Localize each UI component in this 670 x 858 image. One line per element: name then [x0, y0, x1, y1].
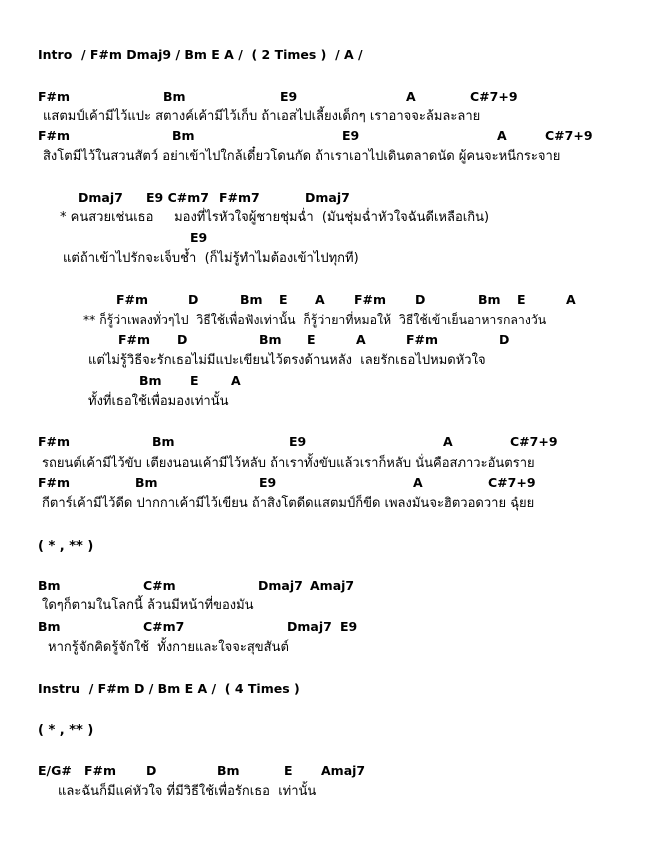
chord: A [497, 128, 507, 143]
chord: Amaj7 [321, 763, 366, 778]
chord: Bm [38, 578, 61, 593]
chord: A [406, 89, 416, 104]
repeat-marker: ( * , ** ) [38, 539, 94, 554]
chord: F#m7 [219, 190, 260, 205]
lyric-line: หากรู้จักคิดรู้จักใช้ ทั้งกายและใจจะสุขสันต์ [48, 640, 289, 655]
chord: A [443, 434, 453, 449]
chord: Amaj7 [310, 578, 355, 593]
chord: D [177, 332, 188, 347]
chord: E9 [280, 89, 298, 104]
chord: Bm [240, 292, 263, 307]
chord: Bm [135, 475, 158, 490]
chord: E9 [342, 128, 360, 143]
chord: F#m [116, 292, 149, 307]
chord: A [356, 332, 366, 347]
lyric-line: * คนสวยเช่นเธอ มองที่ไรหัวใจผู้ชายชุ่มฉ่ำ (มันชุ่มฉ่ำหัวใจฉันดีเหลือเกิน) [60, 210, 490, 225]
chord: D [415, 292, 426, 307]
chord: F#m [118, 332, 151, 347]
chord: A [315, 292, 325, 307]
chord: A [566, 292, 576, 307]
chord: D [499, 332, 510, 347]
chord: A [231, 373, 241, 388]
chord: Dmaj7 [305, 190, 350, 205]
lyric-line: แต่ไม่รู้วิธีจะรักเธอไม่มีแปะเขียนไว้ตรงด้านหลัง เลยรักเธอไปหมดหัวใจ [88, 353, 486, 368]
chord: E9 C#m7 [146, 190, 209, 205]
chord: F#m [38, 475, 71, 490]
chord: C#7+9 [488, 475, 536, 490]
chord: F#m [84, 763, 117, 778]
chord: Dmaj7 [287, 619, 332, 634]
chord: Bm [172, 128, 195, 143]
chord: Bm [152, 434, 175, 449]
instrumental-line: Instru / F#m D / Bm E A / ( 4 Times ) [38, 681, 300, 696]
chord: Bm [139, 373, 162, 388]
lyric-line: แสตมป์เค้ามีไว้แปะ สตางค์เค้ามีไว้เก็บ ถ้าเอสไปเลี้ยงเด็กๆ เราอาจจะล้มละลาย [43, 109, 481, 124]
chord: E [284, 763, 293, 778]
chord: Bm [217, 763, 240, 778]
repeat-marker: ( * , ** ) [38, 723, 94, 738]
chord: C#7+9 [470, 89, 518, 104]
lyric-line: แต่ถ้าเข้าไปรักจะเจ็บช้ำ (ก็ไม่รู้ทำไมต้องเข้าไปทุกที) [63, 251, 359, 266]
chord: F#m [354, 292, 387, 307]
chord: Bm [38, 619, 61, 634]
lyric-line: ทั้งที่เธอใช้เพื่อมองเท่านั้น [88, 394, 229, 409]
chord: F#m [38, 434, 71, 449]
chord: A [413, 475, 423, 490]
chord: E [279, 292, 288, 307]
chord: D [188, 292, 199, 307]
chord: Dmaj7 [258, 578, 303, 593]
chord: E9 [190, 230, 208, 245]
intro-line: Intro / F#m Dmaj9 / Bm E A / ( 2 Times ) / A / [38, 47, 363, 62]
chord: F#m [38, 128, 71, 143]
chord: F#m [406, 332, 439, 347]
chord: E9 [259, 475, 277, 490]
chord: Bm [259, 332, 282, 347]
lyric-line: ใดๆก็ตามในโลกนี้ ล้วนมีหน้าที่ของมัน [42, 598, 254, 613]
chord: E [190, 373, 199, 388]
chord: E9 [289, 434, 307, 449]
lyric-line: รถยนต์เค้ามีไว้ขับ เตียงนอนเค้ามีไว้หลับ ถ้าเราทั้งขับแล้วเราก็หลับ นั่นคือสภาวะอันตราย [42, 456, 535, 471]
chord: E [517, 292, 526, 307]
chord: F#m [38, 89, 71, 104]
chord: C#7+9 [545, 128, 593, 143]
chord: D [146, 763, 157, 778]
lyric-line: ** ก็รู้ว่าเพลงทั่วๆไป วิธีใช้เพื่อฟังเท่านั้น ก็รู้ว่ายาที่หมอให้ วิธีใช้เข้าเย็นอาหารกลางวัน [83, 313, 547, 327]
chord: C#7+9 [510, 434, 558, 449]
chord: Bm [478, 292, 501, 307]
chord: E [307, 332, 316, 347]
chord: C#m [143, 578, 176, 593]
chord: E/G# [38, 763, 72, 778]
lyric-line: กีตาร์เค้ามีไว้ดีด ปากกาเค้ามีไว้เขียน ถ้าสิงโตดีดแสตมป์ก็ขีด เพลงมันจะฮิตวอดวาย ฉุ๋ยย [42, 496, 535, 511]
lyric-line: และฉันก็มีแค่หัวใจ ที่มีวิธีใช้เพื่อรักเธอ เท่านั้น [58, 784, 317, 799]
chord: Dmaj7 [78, 190, 123, 205]
chord: E9 [340, 619, 358, 634]
chord: Bm [163, 89, 186, 104]
lyric-line: สิงโตมีไว้ในสวนสัตว์ อย่าเข้าไปใกล้เดี๋ยวโดนกัด ถ้าเราเอาไปเดินตลาดนัด ผู้คนจะหนีกระจาย [43, 149, 561, 164]
chord: C#m7 [143, 619, 185, 634]
